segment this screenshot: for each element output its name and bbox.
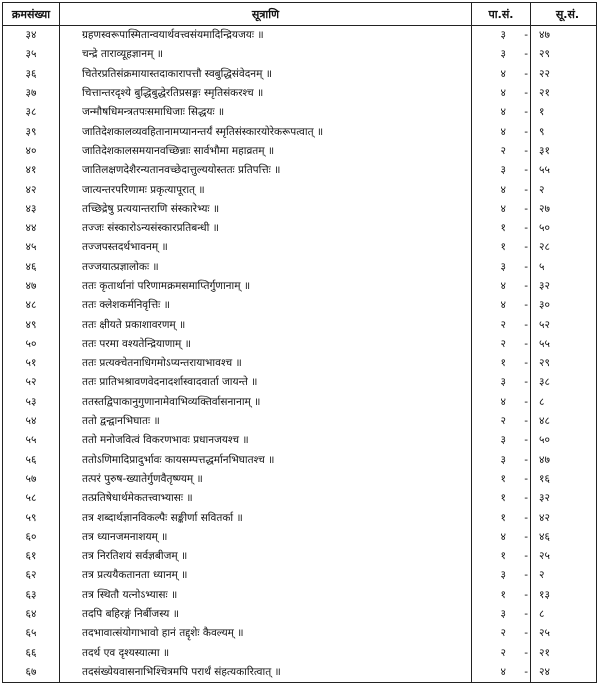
row-sutra-text: तदसंख्येयवासनाभिश्चित्रमपि परार्थं संहत्यकारित्वात् ॥: [60, 663, 472, 683]
row-separator: -: [524, 492, 528, 505]
row-pada-cell: [472, 451, 531, 470]
row-sutra-text: तच्छिद्रेषु प्रत्ययान्तराणि संस्कारेभ्यः ॥: [60, 200, 472, 219]
row-sutra-number: ४७: [531, 26, 597, 46]
row-sutra-text: तज्जः संस्कारोऽन्यसंस्कारप्रतिबन्धी ॥: [60, 219, 472, 238]
row-sutra-number: ४२: [531, 508, 597, 527]
row-sutra-number: २५: [531, 547, 597, 566]
row-sutra-number: ४७: [531, 451, 597, 470]
row-sutra-number: २१: [531, 644, 597, 663]
row-pada-cell: [472, 566, 531, 585]
row-pada-cell: [472, 412, 531, 431]
row-serial-number: ४३: [3, 200, 60, 219]
row-pada-cell: [472, 393, 531, 412]
row-pada-cell: [472, 489, 531, 508]
table-row: [3, 45, 597, 64]
row-serial-number: ५५: [3, 431, 60, 450]
row-separator: -: [524, 646, 528, 659]
row-serial-number: ४४: [3, 219, 60, 238]
table-row: [3, 161, 597, 180]
table-row: [3, 528, 597, 547]
table-row: [3, 296, 597, 315]
row-sutra-text: चितेरप्रतिसंक्रमायास्तदाकारापत्तौ स्वबुद्धिसंवेदनम् ॥: [60, 65, 472, 84]
row-sutra-number: ८: [531, 393, 597, 412]
row-sutra-text: तत्र शब्दार्थज्ञानविकल्पैः सङ्कीर्णा सवितर्का ॥: [60, 508, 472, 527]
row-separator: -: [524, 627, 528, 640]
row-sutra-number: २: [531, 566, 597, 585]
row-serial-number: ६३: [3, 586, 60, 605]
row-pada-number: २: [500, 337, 506, 350]
row-sutra-text: तज्जपस्तदर्थभावनम् ॥: [60, 238, 472, 257]
row-sutra-number: १: [531, 103, 597, 122]
row-pada-number: ३: [500, 453, 506, 466]
row-sutra-text: ततो मनोजवित्वं विकरणभावः प्रधानजयश्च ॥: [60, 431, 472, 450]
row-separator: -: [524, 434, 528, 447]
row-sutra-text: तत्प्रतिषेधार्थमेकतत्त्वाभ्यासः ॥: [60, 489, 472, 508]
row-separator: -: [524, 260, 528, 273]
row-pada-number: ४: [500, 202, 506, 215]
row-separator: -: [524, 569, 528, 582]
row-sutra-text: ततो द्वन्द्वानभिघातः ॥: [60, 412, 472, 431]
row-pada-number: १: [500, 492, 506, 505]
row-pada-cell: [472, 65, 531, 84]
table-row: [3, 586, 597, 605]
row-separator: -: [524, 241, 528, 254]
row-serial-number: ४५: [3, 238, 60, 257]
row-pada-number: ४: [500, 530, 506, 543]
row-sutra-text: जातिदेशकालसमयानवच्छिन्नाः सार्वभौमा महाव्रतम् ॥: [60, 142, 472, 161]
table-row: [3, 663, 597, 683]
header-pada-number: पा.सं.: [472, 3, 531, 26]
row-pada-cell: [472, 663, 531, 683]
row-separator: -: [524, 144, 528, 157]
row-separator: -: [524, 48, 528, 61]
row-sutra-number: ३२: [531, 489, 597, 508]
row-pada-cell: [472, 200, 531, 219]
table-row: [3, 122, 597, 141]
row-sutra-text: जन्मौषधिमन्त्रतपःसमाधिजाः सिद्धयः ॥: [60, 103, 472, 122]
table-row: [3, 373, 597, 392]
row-pada-cell: [472, 586, 531, 605]
table-row: [3, 508, 597, 527]
row-pada-number: ३: [500, 260, 506, 273]
row-pada-cell: [472, 335, 531, 354]
row-pada-number: ४: [500, 299, 506, 312]
row-pada-cell: [472, 258, 531, 277]
row-serial-number: ६४: [3, 605, 60, 624]
table-row: [3, 566, 597, 585]
row-separator: -: [524, 318, 528, 331]
row-sutra-text: ततोऽणिमादिप्रादुर्भावः कायसम्पत्तद्धर्मानभिघातश्च ॥: [60, 451, 472, 470]
row-pada-cell: [472, 219, 531, 238]
table-row: [3, 200, 597, 219]
row-separator: -: [524, 183, 528, 196]
row-separator: -: [524, 665, 528, 678]
row-serial-number: ३७: [3, 84, 60, 103]
row-sutra-text: चन्द्रे ताराव्यूहज्ञानम् ॥: [60, 45, 472, 64]
row-pada-number: ३: [500, 29, 506, 42]
row-serial-number: ४९: [3, 315, 60, 334]
row-sutra-text: ततः प्रत्यक्चेतनाधिगमोऽप्यन्तरायाभावश्च ॥: [60, 354, 472, 373]
row-sutra-number: ५०: [531, 431, 597, 450]
row-pada-number: १: [500, 222, 506, 235]
row-sutra-text: तत्परं पुरुष-ख्यातेर्गुणवैतृष्ण्यम् ॥: [60, 470, 472, 489]
row-sutra-number: ४८: [531, 412, 597, 431]
row-pada-number: १: [500, 472, 506, 485]
row-sutra-number: २५: [531, 624, 597, 643]
row-serial-number: ६७: [3, 663, 60, 683]
table-row: [3, 605, 597, 624]
row-pada-cell: [472, 45, 531, 64]
row-pada-number: ३: [500, 434, 506, 447]
row-serial-number: ६६: [3, 644, 60, 663]
row-serial-number: ३५: [3, 45, 60, 64]
row-pada-cell: [472, 103, 531, 122]
row-sutra-number: ३८: [531, 373, 597, 392]
row-serial-number: ६१: [3, 547, 60, 566]
table-row: [3, 335, 597, 354]
table-row: [3, 219, 597, 238]
row-separator: -: [524, 125, 528, 138]
row-serial-number: ३४: [3, 26, 60, 46]
row-separator: -: [524, 280, 528, 292]
row-pada-cell: [472, 122, 531, 141]
row-sutra-text: ततः क्षीयते प्रकाशावरणम् ॥: [60, 315, 472, 334]
row-pada-cell: [472, 470, 531, 489]
table-row: [3, 84, 597, 103]
row-sutra-text: जात्यन्तरपरिणामः प्रकृत्यापूरात् ॥: [60, 180, 472, 199]
table-row: [3, 470, 597, 489]
row-sutra-number: ५५: [531, 161, 597, 180]
row-serial-number: ३८: [3, 103, 60, 122]
row-serial-number: ४१: [3, 161, 60, 180]
row-pada-number: ३: [500, 48, 506, 61]
row-sutra-text: तत्र स्थितौ यत्नोऽभ्यासः ॥: [60, 586, 472, 605]
row-pada-cell: [472, 142, 531, 161]
row-sutra-number: २२: [531, 65, 597, 84]
row-pada-number: ४: [500, 280, 506, 292]
row-serial-number: ५७: [3, 470, 60, 489]
row-separator: -: [524, 608, 528, 621]
row-sutra-text: ग्रहणस्वरूपास्मितान्वयार्थवत्त्वसंयमादिन्द्रियजयः ॥: [60, 26, 472, 46]
row-separator: -: [524, 530, 528, 543]
row-sutra-number: ३०: [531, 296, 597, 315]
row-serial-number: ५८: [3, 489, 60, 508]
row-sutra-number: ५०: [531, 219, 597, 238]
row-separator: -: [524, 29, 528, 42]
row-separator: -: [524, 472, 528, 485]
row-separator: -: [524, 299, 528, 312]
table-row: [3, 644, 597, 663]
row-separator: -: [524, 87, 528, 100]
row-pada-cell: [472, 431, 531, 450]
row-pada-cell: [472, 296, 531, 315]
row-serial-number: ५६: [3, 451, 60, 470]
row-sutra-number: ८: [531, 605, 597, 624]
row-sutra-number: ३२: [531, 277, 597, 296]
row-serial-number: ५३: [3, 393, 60, 412]
row-pada-number: ४: [500, 395, 506, 408]
row-pada-number: २: [500, 646, 506, 659]
table-body: [3, 26, 597, 683]
row-pada-cell: [472, 180, 531, 199]
row-sutra-number: २७: [531, 200, 597, 219]
row-sutra-number: ५: [531, 258, 597, 277]
row-sutra-text: तत्र निरतिशयं सर्वज्ञबीजम् ॥: [60, 547, 472, 566]
row-separator: -: [524, 588, 528, 601]
row-pada-number: ४: [500, 183, 506, 196]
row-sutra-number: २८: [531, 238, 597, 257]
row-sutra-number: १३: [531, 586, 597, 605]
row-serial-number: ५२: [3, 373, 60, 392]
row-pada-cell: [472, 547, 531, 566]
row-pada-number: २: [500, 415, 506, 428]
row-sutra-number: २: [531, 180, 597, 199]
row-sutra-text: जातिलक्षणदेशैरन्यतानवच्छेदात्तुल्ययोस्ततः प्रतिपत्तिः ॥: [60, 161, 472, 180]
row-separator: -: [524, 67, 528, 80]
header-sutras: सूत्राणि: [60, 3, 472, 26]
row-sutra-number: ४६: [531, 528, 597, 547]
row-serial-number: ५४: [3, 412, 60, 431]
row-sutra-number: ३१: [531, 142, 597, 161]
row-pada-number: १: [500, 511, 506, 524]
table-row: [3, 26, 597, 46]
row-pada-cell: [472, 161, 531, 180]
row-pada-cell: [472, 354, 531, 373]
row-sutra-number: ५२: [531, 315, 597, 334]
table-row: [3, 142, 597, 161]
row-sutra-number: ९: [531, 122, 597, 141]
row-serial-number: ४६: [3, 258, 60, 277]
row-pada-number: ४: [500, 106, 506, 119]
row-separator: -: [524, 376, 528, 389]
table-row: [3, 180, 597, 199]
row-serial-number: ४७: [3, 277, 60, 296]
header-sutra-number: सू.सं.: [531, 3, 597, 26]
row-sutra-text: तदभावात्संयोगाभावो हानं तद्दृशेः कैवल्यम् ॥: [60, 624, 472, 643]
row-pada-number: ४: [500, 87, 506, 100]
row-pada-number: १: [500, 241, 506, 254]
row-pada-number: ३: [500, 164, 506, 177]
row-pada-number: १: [500, 550, 506, 563]
table-row: [3, 624, 597, 643]
row-separator: -: [524, 550, 528, 563]
row-sutra-text: ततस्तद्विपाकानुगुणानामेवाभिव्यक्तिर्वासनानाम् ॥: [60, 393, 472, 412]
row-pada-cell: [472, 238, 531, 257]
row-sutra-number: २९: [531, 354, 597, 373]
row-pada-cell: [472, 605, 531, 624]
row-pada-cell: [472, 26, 531, 46]
row-separator: -: [524, 511, 528, 524]
row-pada-number: १: [500, 357, 506, 370]
row-pada-cell: [472, 528, 531, 547]
row-pada-number: ३: [500, 376, 506, 389]
row-sutra-text: तत्र प्रत्ययैकतानता ध्यानम् ॥: [60, 566, 472, 585]
row-serial-number: ६२: [3, 566, 60, 585]
table-row: [3, 238, 597, 257]
row-separator: -: [524, 164, 528, 177]
table-row: [3, 315, 597, 334]
row-separator: -: [524, 106, 528, 119]
row-pada-number: ३: [500, 569, 506, 582]
table-row: [3, 103, 597, 122]
row-serial-number: ४०: [3, 142, 60, 161]
row-pada-cell: [472, 624, 531, 643]
row-serial-number: ३९: [3, 122, 60, 141]
row-separator: -: [524, 395, 528, 408]
row-pada-number: ४: [500, 67, 506, 80]
header-serial-number: क्रमसंख्या: [3, 3, 60, 26]
table-row: [3, 547, 597, 566]
row-sutra-text: जातिदेशकालव्यवहितानामप्यानन्तर्यं स्मृतिसंस्कारयोरेकरूपत्वात् ॥: [60, 122, 472, 141]
row-pada-cell: [472, 277, 531, 296]
row-pada-number: ३: [500, 608, 506, 621]
row-serial-number: ५९: [3, 508, 60, 527]
table-row: [3, 65, 597, 84]
row-separator: -: [524, 453, 528, 466]
row-serial-number: ६५: [3, 624, 60, 643]
row-sutra-text: तदर्थ एव दृश्यस्यात्मा ॥: [60, 644, 472, 663]
row-separator: -: [524, 415, 528, 428]
row-sutra-number: ५५: [531, 335, 597, 354]
table-row: [3, 354, 597, 373]
row-sutra-number: २९: [531, 45, 597, 64]
row-sutra-text: तज्जयात्प्रज्ञालोकः ॥: [60, 258, 472, 277]
row-sutra-text: ततः क्लेशकर्मनिवृत्तिः ॥: [60, 296, 472, 315]
row-pada-number: २: [500, 627, 506, 640]
row-separator: -: [524, 222, 528, 235]
sutra-index-table: [2, 2, 597, 683]
table-row: [3, 489, 597, 508]
row-pada-number: २: [500, 318, 506, 331]
row-sutra-text: तत्र ध्यानजमनाशयम् ॥: [60, 528, 472, 547]
row-serial-number: ४८: [3, 296, 60, 315]
row-separator: -: [524, 357, 528, 370]
row-separator: -: [524, 337, 528, 350]
row-sutra-text: ततः कृतार्थानां परिणामक्रमसमाप्तिर्गुणानाम् ॥: [60, 277, 472, 296]
row-serial-number: ५१: [3, 354, 60, 373]
row-sutra-number: २१: [531, 84, 597, 103]
row-serial-number: ५०: [3, 335, 60, 354]
row-sutra-text: तदपि बहिरङ्गं निर्बीजस्य ॥: [60, 605, 472, 624]
row-sutra-text: ततः प्रातिभश्रावणवेदनादर्शास्वादवार्ता जायन्ते ॥: [60, 373, 472, 392]
row-pada-cell: [472, 315, 531, 334]
table-row: [3, 393, 597, 412]
table-row: [3, 412, 597, 431]
row-sutra-text: चित्तान्तरदृश्ये बुद्धिबुद्धेरतिप्रसङ्गः स्मृतिसंकरश्च ॥: [60, 84, 472, 103]
header-row: [3, 3, 597, 26]
row-sutra-text: ततः परमा वश्यतेन्द्रियाणाम् ॥: [60, 335, 472, 354]
row-pada-cell: [472, 84, 531, 103]
row-pada-number: ४: [500, 665, 506, 678]
table-row: [3, 277, 597, 296]
row-pada-number: १: [500, 588, 506, 601]
row-serial-number: ६०: [3, 528, 60, 547]
row-serial-number: ४२: [3, 180, 60, 199]
table-row: [3, 258, 597, 277]
table-row: [3, 451, 597, 470]
row-pada-cell: [472, 373, 531, 392]
row-pada-cell: [472, 644, 531, 663]
row-pada-cell: [472, 508, 531, 527]
row-serial-number: ३६: [3, 65, 60, 84]
row-separator: -: [524, 202, 528, 215]
table-row: [3, 431, 597, 450]
row-pada-number: ४: [500, 125, 506, 138]
row-pada-number: २: [500, 144, 506, 157]
row-sutra-number: १६: [531, 470, 597, 489]
row-sutra-number: २४: [531, 663, 597, 683]
